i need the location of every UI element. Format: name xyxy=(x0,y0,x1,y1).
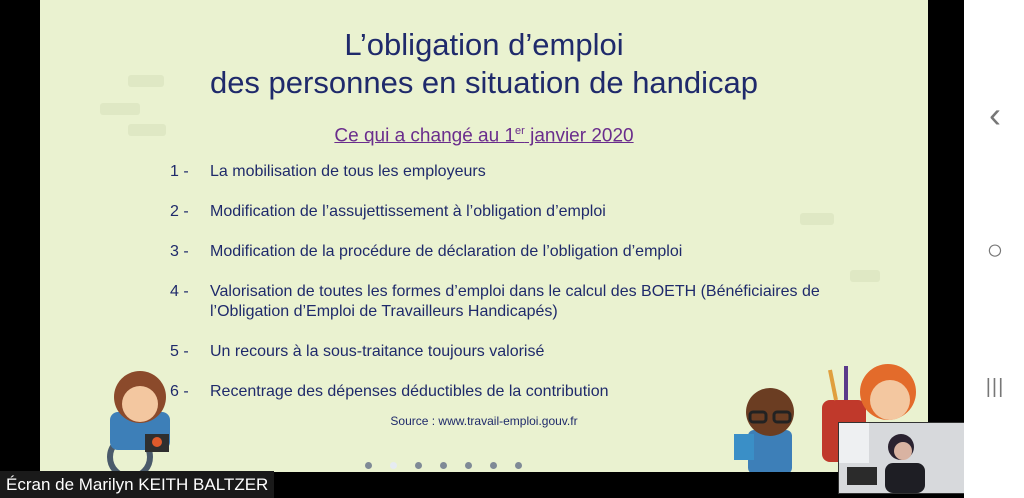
page-dot[interactable] xyxy=(490,462,497,469)
list-item xyxy=(170,162,870,182)
subtitle-suffix: janvier 2020 xyxy=(524,125,634,147)
recents-button[interactable]: ||| xyxy=(985,376,1005,398)
participant-video-thumbnail[interactable] xyxy=(838,422,966,494)
item-text: Modification de la procédure de déclaration de l’obligation d’emploi xyxy=(210,243,683,260)
item-number: 3 - xyxy=(170,243,189,260)
slide-decoration xyxy=(100,103,140,115)
item-number: 6 - xyxy=(170,383,189,400)
boy-glasses-illustration xyxy=(730,378,810,472)
page-dot[interactable] xyxy=(515,462,522,469)
item-text: La mobilisation de tous les employeurs xyxy=(210,163,486,180)
item-text: Valorisation de toutes les formes d’emploi dans le calcul des BOETH (Bénéficiaires de l’Obligation d’Emploi de Travailleurs Handicapés) xyxy=(210,283,820,320)
item-text: Modification de l’assujettissement à l’obligation d’emploi xyxy=(210,203,606,220)
child-wheelchair-illustration xyxy=(70,362,200,472)
slide-title-line1: L’obligation d’emploi xyxy=(344,27,624,62)
page-dot[interactable] xyxy=(440,462,447,469)
item-text: Recentrage des dépenses déductibles de la contribution xyxy=(210,383,609,400)
page-dot[interactable] xyxy=(365,462,372,469)
changes-list xyxy=(170,162,870,402)
list-item xyxy=(170,282,870,322)
item-number: 1 - xyxy=(170,163,189,180)
list-item xyxy=(170,242,870,262)
source-citation: Source : www.travail-emploi.gouv.fr xyxy=(390,414,578,428)
list-item xyxy=(170,342,870,362)
subtitle-superscript: er xyxy=(515,125,525,137)
slide-pagination xyxy=(365,462,522,469)
slide-title xyxy=(40,26,928,102)
home-button[interactable]: ○ xyxy=(986,234,1004,265)
page-dot-active[interactable] xyxy=(390,462,397,469)
item-number: 2 - xyxy=(170,203,189,220)
item-number: 4 - xyxy=(170,283,189,300)
subtitle-prefix: Ce qui a changé au 1 xyxy=(334,125,516,147)
item-number: 5 - xyxy=(170,343,189,360)
participant-video-image xyxy=(839,423,965,493)
item-text: Un recours à la sous-traitance toujours valorisé xyxy=(210,343,545,360)
screen-share-owner-label: Écran de Marilyn KEITH BALTZER xyxy=(0,471,274,498)
page-dot[interactable] xyxy=(465,462,472,469)
list-item xyxy=(170,202,870,222)
presentation-slide xyxy=(40,0,928,472)
back-button[interactable]: ‹ xyxy=(989,94,1001,135)
page-dot[interactable] xyxy=(415,462,422,469)
slide-subtitle xyxy=(40,125,928,147)
slide-title-line2: des personnes en situation de handicap xyxy=(209,65,759,100)
